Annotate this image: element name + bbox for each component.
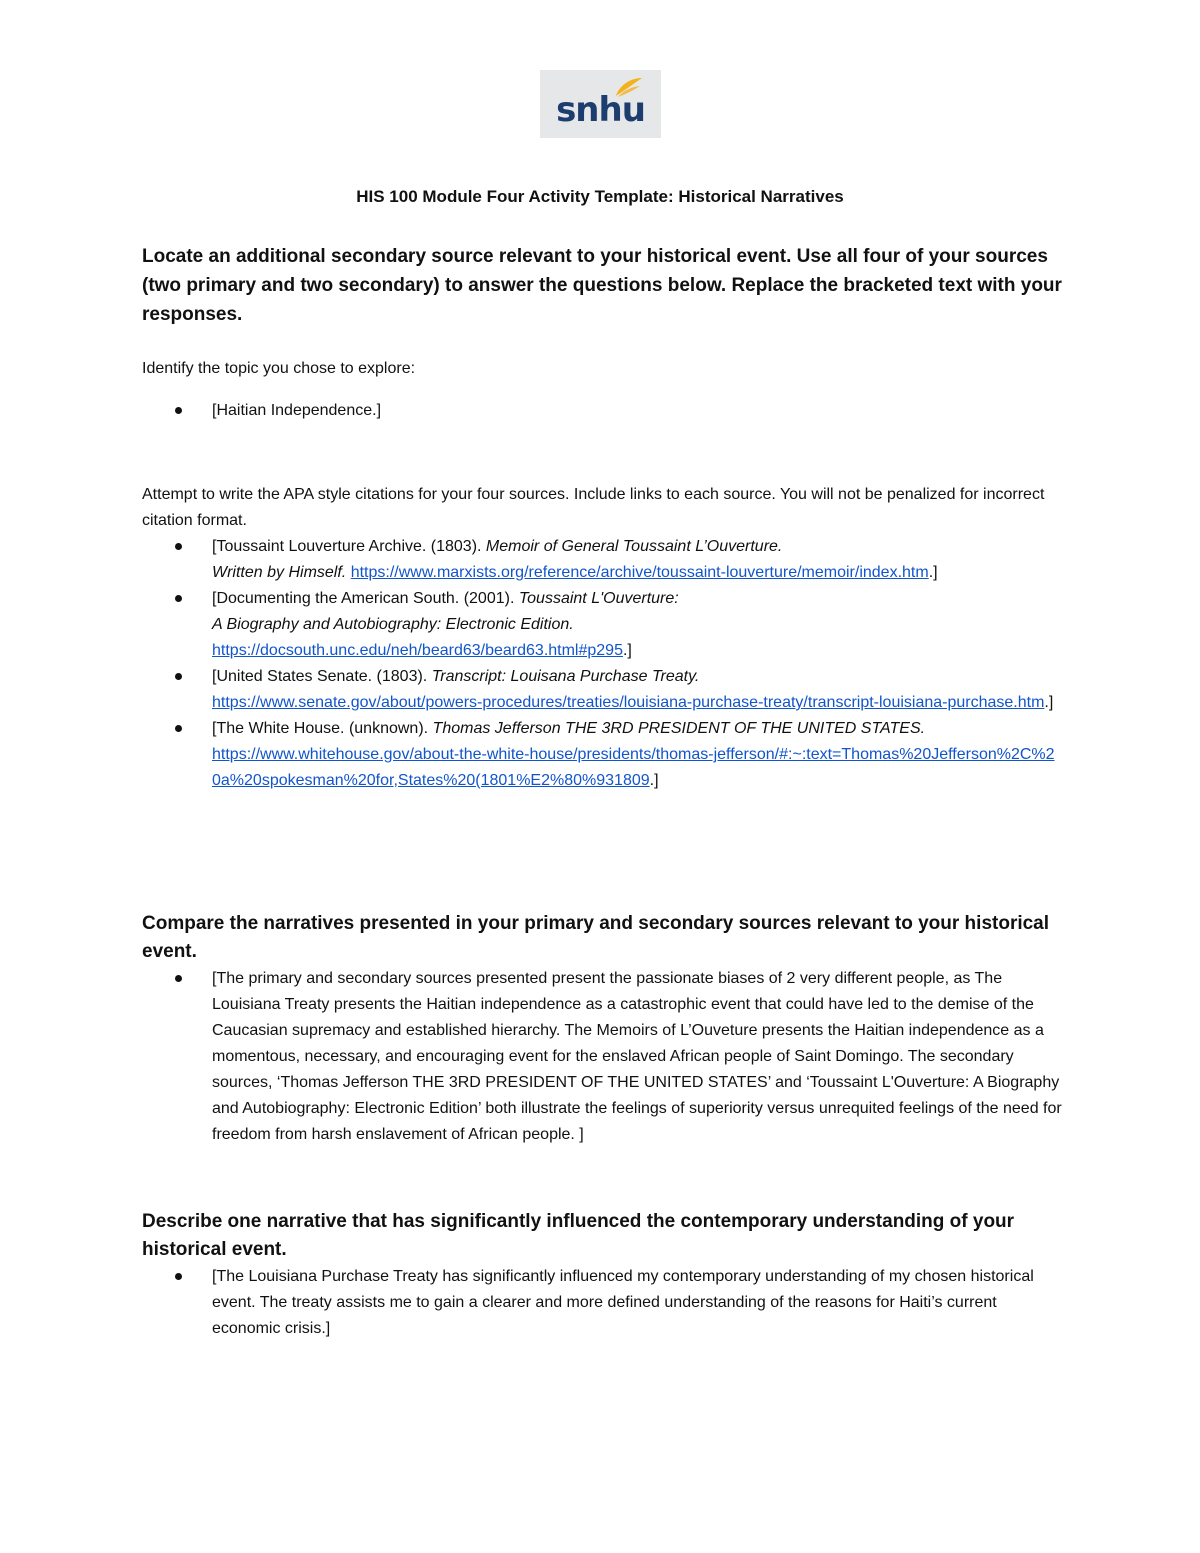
citation-link[interactable]: https://www.senate.gov/about/powers-procedures/treaties/louisiana-purchase-treaty/transcript-louisiana-purchase.htm <box>212 694 1045 711</box>
compare-section <box>142 910 1062 1148</box>
citation-subtitle: A Biography and Autobiography: Electronic Edition. <box>212 616 574 633</box>
describe-section <box>142 1208 1062 1342</box>
citation-tail: .] <box>928 564 938 581</box>
citation-link[interactable]: https://www.whitehouse.gov/about-the-white-house/presidents/thomas-jefferson/#:~:text=Thomas%20Jefferson%2C%20a%20spokesman%20for,States%20(1801%E2%80%931809 <box>212 746 1055 789</box>
citation-lead: [Documenting the American South. (2001). <box>212 590 519 607</box>
citation-title: Thomas Jefferson THE 3RD PRESIDENT OF THE UNITED STATES. <box>432 720 926 737</box>
bullet-icon <box>175 975 182 982</box>
list-item <box>142 1264 1062 1342</box>
compare-answer: [The primary and secondary sources presented present the passionate biases of 2 very different people, as The Louisiana Treaty presents the Haitian independence as a catastrophic event that could have led to the demise of the Caucasian supremacy and established hierarchy. The Memoirs of L’Ouveture presents the Haitian independence as a momentous, necessary, and encouraging event for the enslaved African people of Saint Domingo. The secondary sources, ‘Thomas Jefferson THE 3RD PRESIDENT OF THE UNITED STATES’ and ‘Toussaint L'Ouverture: A Biography and Autobiography: Electronic Edition’ both illustrate the feelings of superiority versus unrequited feelings of the need for freedom from harsh enslavement of African people. ] <box>212 970 1062 1143</box>
describe-heading: Describe one narrative that has significantly influenced the contemporary understanding of your historical event. <box>142 1211 1015 1260</box>
citation-title: Memoir of General Toussaint L’Ouverture. <box>485 538 783 555</box>
describe-answer: [The Louisiana Purchase Treaty has significantly influenced my contemporary understanding of my chosen historical event. The treaty assists me to gain a clearer and more defined understanding of the reasons for Haiti’s current economic crisis.] <box>212 1268 1034 1337</box>
citations-prompt: Attempt to write the APA style citations for your four sources. Include links to each source. You will not be penalized for incorrect citation format. <box>142 486 1045 529</box>
bullet-icon <box>175 1273 182 1280</box>
citation-tail: .] <box>1044 694 1054 711</box>
page-title: HIS 100 Module Four Activity Template: Historical Narratives <box>356 187 844 206</box>
topic-prompt: Identify the topic you chose to explore: <box>142 360 416 377</box>
citation-tail: .] <box>622 642 632 659</box>
citation-list <box>142 534 1062 794</box>
bullet-icon <box>175 543 182 550</box>
bullet-icon <box>175 725 182 732</box>
topic-section <box>142 356 1062 424</box>
citation-subtitle: Written by Himself. <box>212 564 347 581</box>
snhu-logo <box>540 70 661 138</box>
citation-item <box>142 664 1062 716</box>
citation-tail: .] <box>649 772 659 789</box>
compare-heading: Compare the narratives presented in your primary and secondary sources relevant to your historical event. <box>142 913 1050 962</box>
compare-list <box>142 966 1062 1148</box>
citation-item <box>142 716 1062 794</box>
list-item <box>142 398 1062 424</box>
citation-title: Transcript: Louisana Purchase Treaty. <box>431 668 700 685</box>
citation-link[interactable]: https://www.marxists.org/reference/archive/toussaint-louverture/memoir/index.htm <box>350 564 929 581</box>
intro-instructions: Locate an additional secondary source relevant to your historical event. Use all four of your sources (two primary and two secondary) to answer the questions below. Replace the bracketed text with your responses. <box>142 246 1062 325</box>
citation-item <box>142 586 1062 664</box>
bullet-icon <box>175 595 182 602</box>
topic-answer: [Haitian Independence.] <box>212 402 382 419</box>
describe-list <box>142 1264 1062 1342</box>
bullet-icon <box>175 673 182 680</box>
citation-title: Toussaint L'Ouverture: <box>518 590 679 607</box>
citation-lead: [The White House. (unknown). <box>212 720 433 737</box>
citation-item <box>142 534 1062 586</box>
bullet-icon <box>175 407 182 414</box>
logo-wordmark: snhu <box>556 90 645 130</box>
citation-lead: [United States Senate. (1803). <box>212 668 432 685</box>
topic-list <box>142 398 1062 424</box>
list-item <box>142 966 1062 1148</box>
citation-link[interactable]: https://docsouth.unc.edu/neh/beard63/beard63.html#p295 <box>212 642 623 659</box>
citation-lead: [Toussaint Louverture Archive. (1803). <box>212 538 486 555</box>
citations-section <box>142 482 1062 794</box>
